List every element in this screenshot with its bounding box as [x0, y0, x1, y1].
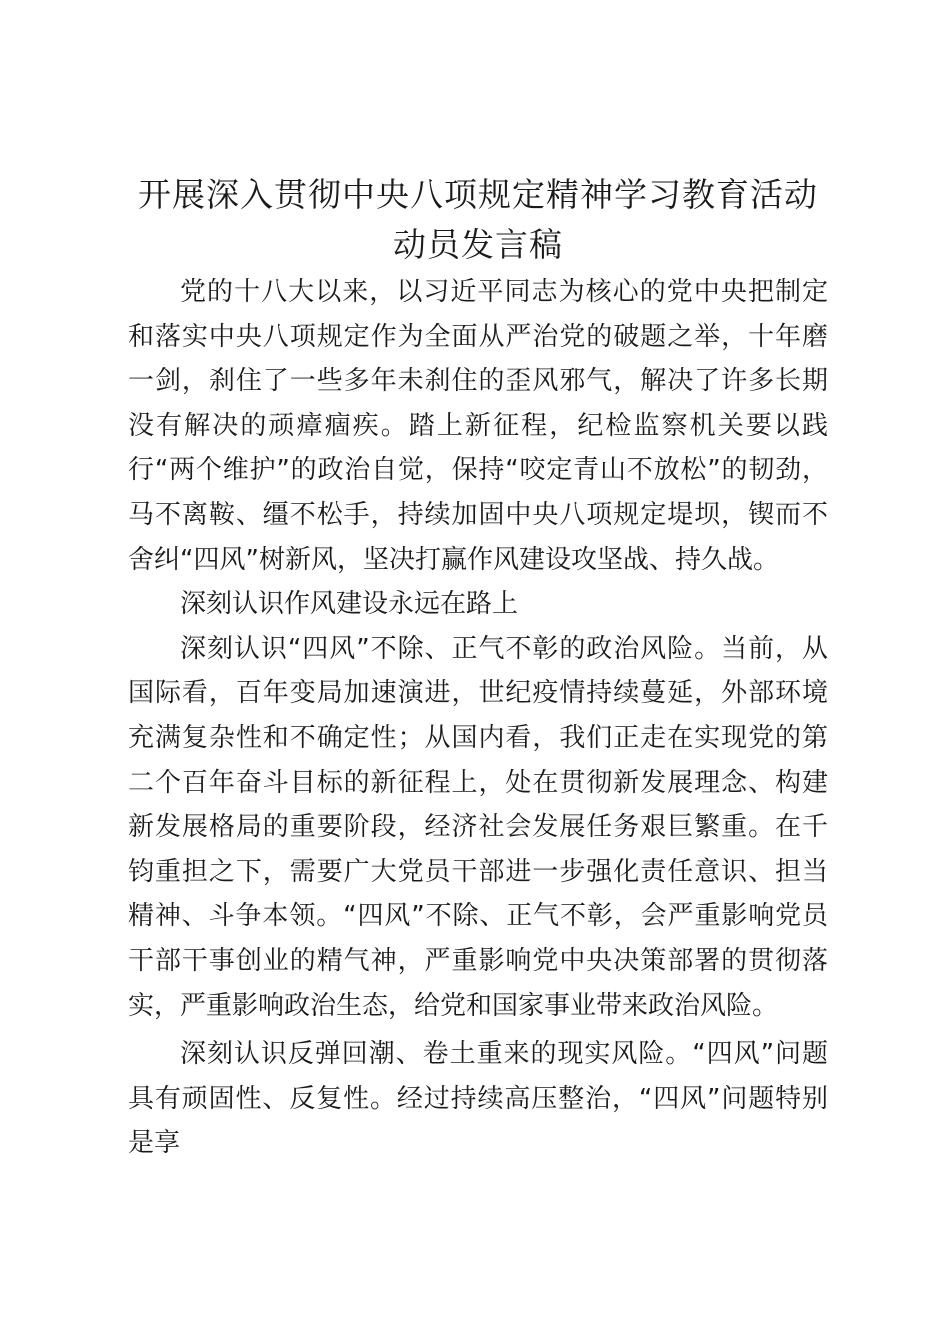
- document-page: [128, 170, 828, 1166]
- title-line-2: 动员发言稿: [393, 225, 563, 264]
- document-title: [108, 170, 848, 270]
- paragraph-realistic-risk: 深刻认识反弹回潮、卷土重来的现实风险。“四风”问题具有顽固性、反复性。经过持续高压整治，“四风”问题特别是享: [128, 1039, 828, 1159]
- paragraph-intro: 党的十八大以来，以习近平同志为核心的党中央把制定和落实中央八项规定作为全面从严治党的破题之举，十年磨一剑，刹住了一些多年未刹住的歪风邪气，解决了许多长期没有解决的顽瘴痼疾。踏上新征程，纪检监察机关要以践行“两个维护”的政治自觉，保持“咬定青山不放松”的韧劲，马不离鞍、缰不松手，持续加固中央八项规定堤坝，锲而不舍纠“四风”树新风，坚决打赢作风建设攻坚战、持久战。: [128, 277, 828, 575]
- title-line-1: 开展深入贯彻中央八项规定精神学习教育活动: [138, 175, 818, 214]
- paragraph-political-risk: 深刻认识“四风”不除、正气不彰的政治风险。当前，从国际看，百年变局加速演进，世纪疫情持续蔓延，外部环境充满复杂性和不确定性；从国内看，我们正走在实现党的第二个百年奋斗目标的新征程上，处在贯彻新发展理念、构建新发展格局的重要阶段，经济社会发展任务艰巨繁重。在千钧重担之下，需要广大党员干部进一步强化责任意识、担当精神、斗争本领。“四风”不除、正气不彰，会严重影响党员干部干事创业的精气神，严重影响党中央决策部署的贯彻落实，严重影响政治生态，给党和国家事业带来政治风险。: [128, 633, 828, 1021]
- section-heading: 深刻认识作风建设永远在路上: [180, 589, 519, 620]
